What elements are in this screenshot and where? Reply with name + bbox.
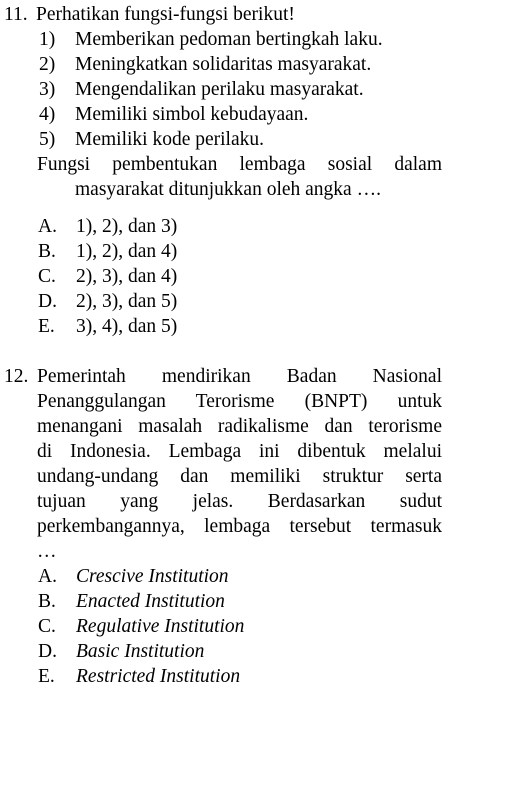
stem-line: menangani masalah radikalisme dan terorisme <box>37 416 442 437</box>
statement-number: 3) <box>39 79 56 100</box>
option-letter-d: D. <box>38 641 57 662</box>
statement-number: 2) <box>39 54 56 75</box>
option-c-text: Regulative Institution <box>76 616 245 637</box>
option-letter-a: A. <box>38 566 57 587</box>
statement-text: Memberikan pedoman bertingkah laku. <box>75 29 383 50</box>
option-c-text: 2), 3), dan 4) <box>76 266 178 287</box>
option-letter-b: B. <box>38 241 56 262</box>
option-letter-e: E. <box>38 316 55 337</box>
option-letter-e: E. <box>38 666 55 687</box>
stem-line: di Indonesia. Lembaga ini dibentuk melalui <box>37 441 442 462</box>
question-11-number: 11. <box>4 4 28 25</box>
question-11-stem: Perhatikan fungsi-fungsi berikut! <box>36 4 295 25</box>
statement-number: 1) <box>39 29 56 50</box>
question-11-prompt-line-1: Fungsi pembentukan lembaga sosial dalam <box>37 154 442 175</box>
statement-number: 4) <box>39 104 56 125</box>
statement-text: Memiliki kode perilaku. <box>75 129 265 150</box>
option-b-text: Enacted Institution <box>76 591 225 612</box>
option-b-text: 1), 2), dan 4) <box>76 241 178 262</box>
statement-text: Memiliki simbol kebudayaan. <box>75 104 309 125</box>
statement-text: Mengendalikan perilaku masyarakat. <box>75 79 364 100</box>
option-e-text: Restricted Institution <box>76 666 241 687</box>
stem-line: Penanggulangan Terorisme (BNPT) untuk <box>37 391 442 412</box>
option-letter-b: B. <box>38 591 56 612</box>
statement-number: 5) <box>39 129 56 150</box>
statement-text: Meningkatkan solidaritas masyarakat. <box>75 54 372 75</box>
stem-line: perkembangannya, lembaga tersebut termasuk <box>37 516 442 537</box>
option-d-text: 2), 3), dan 5) <box>76 291 178 312</box>
stem-line: Pemerintah mendirikan Badan Nasional <box>37 366 442 387</box>
option-d-text: Basic Institution <box>76 641 205 662</box>
option-e-text: 3), 4), dan 5) <box>76 316 178 337</box>
option-a-text: 1), 2), dan 3) <box>76 216 178 237</box>
option-letter-c: C. <box>38 616 56 637</box>
question-12-number: 12. <box>4 366 29 387</box>
option-letter-c: C. <box>38 266 56 287</box>
question-11-prompt-line-2: masyarakat ditunjukkan oleh angka …. <box>75 179 381 200</box>
option-letter-d: D. <box>38 291 57 312</box>
stem-line: undang-undang dan memiliki struktur serta <box>37 466 442 487</box>
option-letter-a: A. <box>38 216 57 237</box>
option-a-text: Crescive Institution <box>76 566 229 587</box>
stem-ellipsis: … <box>37 541 57 562</box>
stem-line: tujuan yang jelas. Berdasarkan sudut <box>37 491 442 512</box>
